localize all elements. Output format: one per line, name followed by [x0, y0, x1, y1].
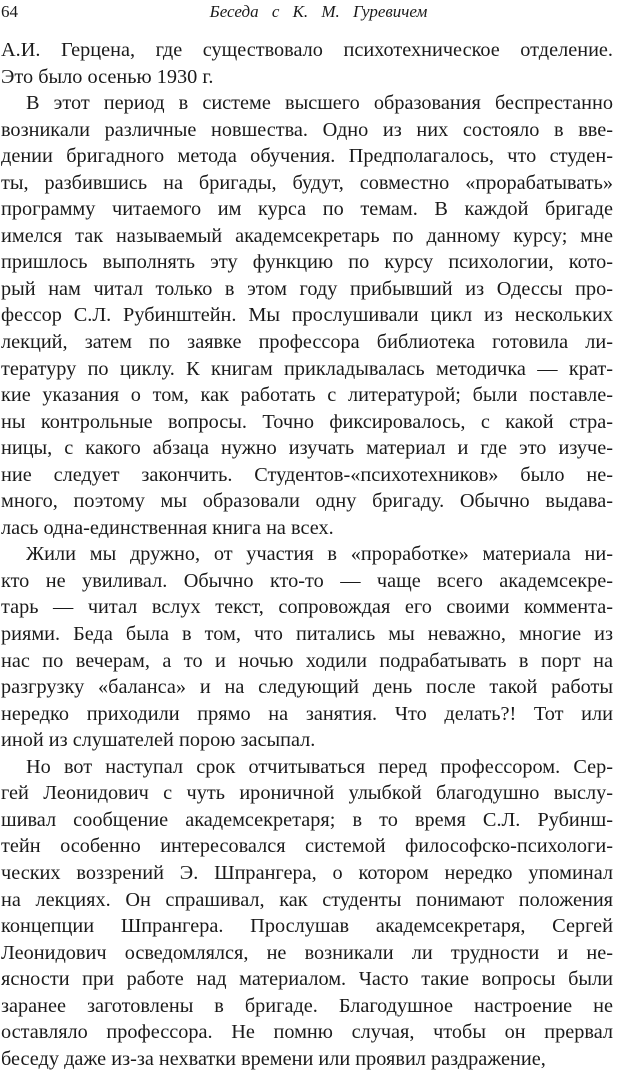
- text-line: тературу по циклу. К книгам прикладывалась методичка — крат-: [1, 357, 613, 380]
- text-line: Жили мы дружно, от участия в «проработке» материала ни-: [26, 543, 613, 566]
- text-line: ние следует закончить. Студентов-«психотехников» было не-: [1, 463, 613, 486]
- text-line: ты, разбившись на бригады, будут, совместно «прорабатывать»: [1, 171, 613, 194]
- paragraph: [1, 754, 613, 1072]
- running-head-title: Беседа с К. М. Гуревичем: [209, 2, 428, 21]
- text-line: на лекциях. Он спрашивал, как студенты понимают положения: [1, 888, 613, 911]
- text-line: Это было осенью 1930 г.: [1, 65, 214, 88]
- text-line: ны контрольные вопросы. Точно фиксировалось, с какой стра-: [1, 410, 613, 433]
- text-line: нас по вечерам, а то и ночью ходили подрабатывать в порт на: [1, 649, 613, 672]
- text-line: гей Леонидович с чуть ироничной улыбкой благодушно выслу-: [1, 782, 613, 805]
- text-line: много, поэтому мы образовали одну бригаду. Обычно выдава-: [1, 490, 613, 513]
- text-line: шивал сообщение академсекретаря; в то время С.Л. Рубинш-: [1, 808, 613, 831]
- text-line: фессор С.Л. Рубинштейн. Мы прослушивали цикл из нескольких: [1, 304, 613, 327]
- text-line: тейн особенно интересовался системой философско-психологи-: [1, 835, 613, 858]
- page-number: 64: [1, 2, 18, 21]
- text-line: программу читаемого им курса по темам. В каждой бригаде: [1, 198, 613, 221]
- text-line: кто не увиливал. Обычно кто-то — чаще всего академсекре-: [1, 569, 613, 592]
- running-head: [1, 2, 616, 24]
- text-line: ческих воззрений Э. Шпрангера, о котором нередко упоминал: [1, 861, 613, 884]
- text-line: имелся так называемый академсекретарь по данному курсу; мне: [1, 224, 613, 247]
- text-line: В этот период в системе высшего образования беспрестанно: [26, 92, 613, 115]
- text-line: А.И. Герцена, где существовало психотехническое отделение.: [1, 39, 613, 61]
- paragraph: [1, 90, 613, 541]
- text-line: заранее заготовлены в бригаде. Благодушное настроение не: [1, 994, 613, 1017]
- paragraph: [1, 541, 613, 753]
- text-line: Но вот наступал срок отчитываться перед профессором. Сер-: [26, 755, 613, 778]
- text-line: ясности при работе над материалом. Часто такие вопросы были: [1, 968, 613, 991]
- text-line: тарь — читал вслух текст, сопровождая его своими коммента-: [1, 596, 613, 619]
- text-line: беседу даже из-за нехватки времени или проявил раздражение,: [1, 1047, 546, 1070]
- text-line: разгрузку «баланса» и на следующий день после такой работы: [1, 676, 613, 699]
- text-line: лась одна-единственная книга на всех.: [1, 516, 334, 539]
- text-line: кие указания о том, как работать с литературой; были поставле-: [1, 384, 613, 407]
- text-line: концепции Шпрангера. Прослушав академсекретаря, Сергей: [1, 915, 613, 938]
- body-text: [1, 37, 613, 1072]
- text-line: иной из слушателей порою засыпал.: [1, 729, 316, 752]
- text-line: ницы, с какого абзаца нужно изучать материал и где это изуче-: [1, 437, 613, 460]
- text-line: лекций, затем по заявке профессора библиотека готовила ли-: [1, 331, 613, 354]
- text-line: Леонидович осведомлялся, не возникали ли трудности и не-: [1, 941, 613, 964]
- text-line: риями. Беда была в том, что питались мы неважно, многие из: [1, 623, 613, 646]
- paragraph: [1, 37, 613, 90]
- text-line: нередко приходили прямо на занятия. Что делать?! Тот или: [1, 702, 613, 725]
- text-line: пришлось выполнять эту функцию по курсу психологии, кото-: [1, 251, 613, 274]
- text-line: дении бригадного метода обучения. Предполагалось, что студен-: [1, 145, 613, 168]
- text-line: рый нам читал только в этом году прибывший из Одессы про-: [1, 277, 613, 300]
- text-line: возникали различные новшества. Одно из них состояло в вве-: [1, 118, 613, 141]
- text-line: оставляло профессора. Не помню случая, чтобы он прервал: [1, 1021, 613, 1044]
